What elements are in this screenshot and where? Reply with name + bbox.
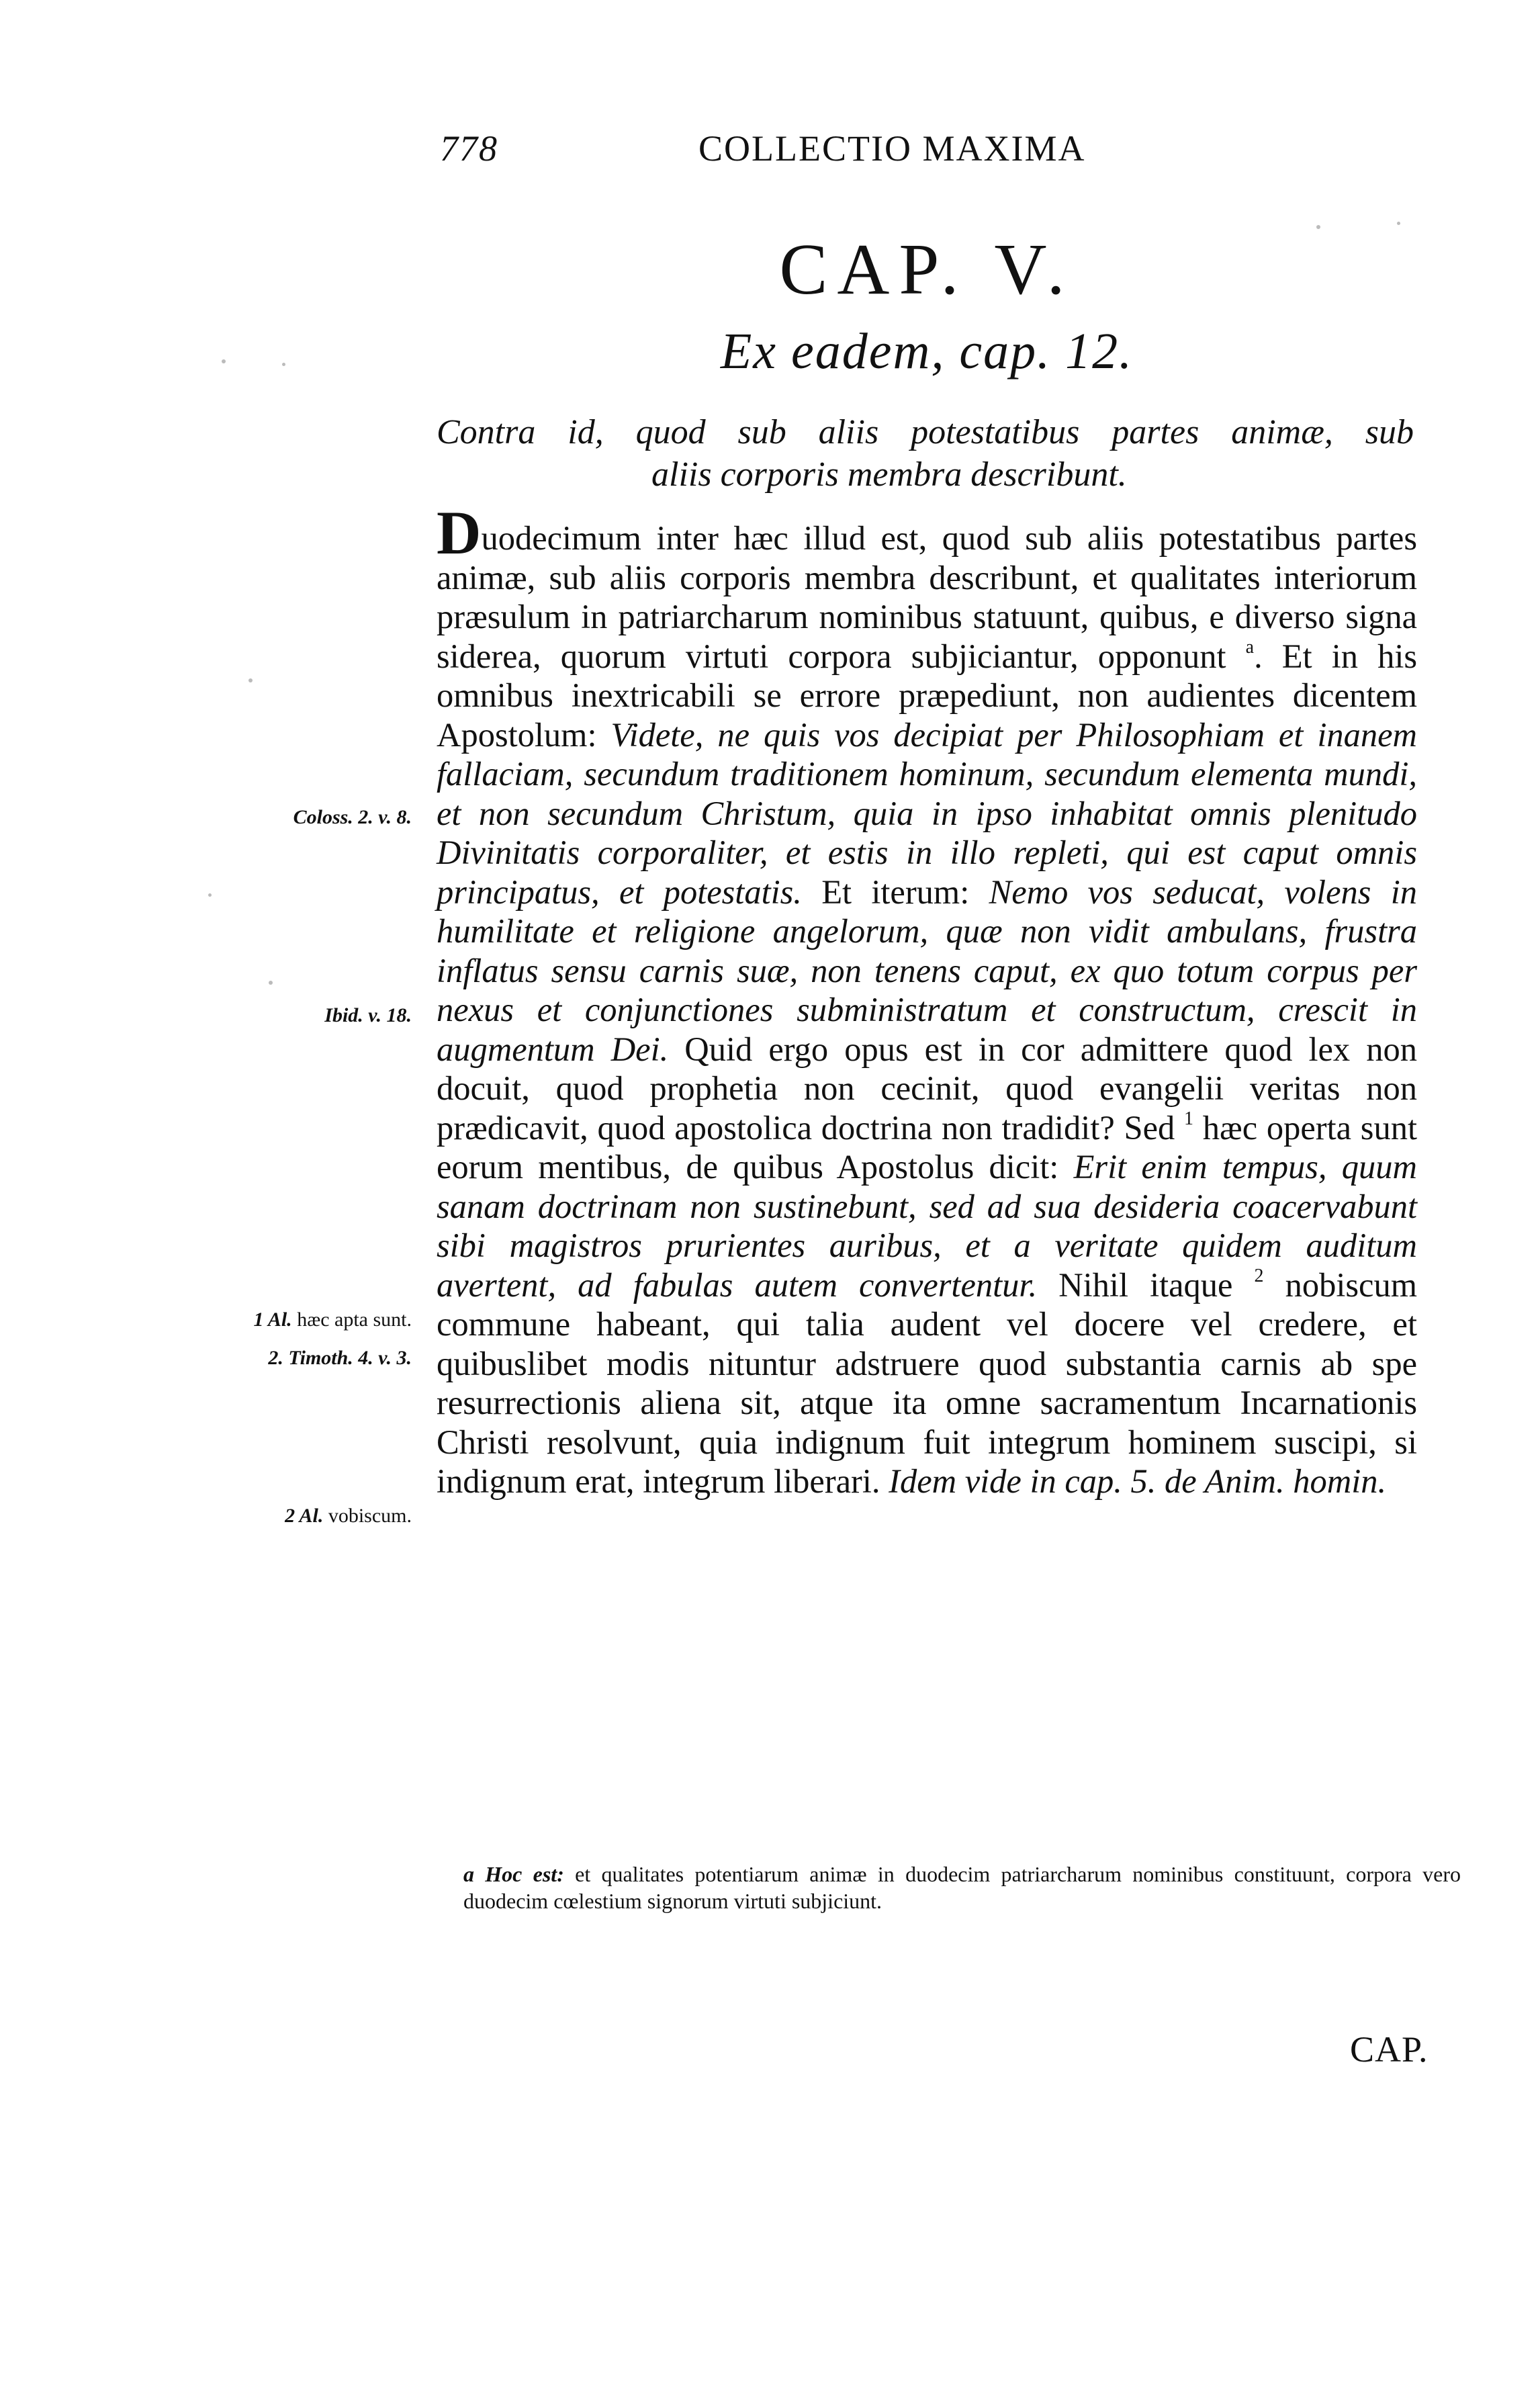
- footnote-label: a Hoc est:: [463, 1862, 564, 1886]
- running-header: [440, 128, 1199, 181]
- chapter-heading: CAP. V.: [779, 230, 1075, 310]
- summary-line-2: aliis corporis membra describunt.: [651, 455, 1127, 494]
- body-segment: nobiscum commune habeant, qui talia audent vel docere vel credere, et quibuslibet modis nituntur adstruere quod substantia carnis ab spe resurrectionis aliena sit, atque ita omne sacramentum Incarnationis Christi resolvunt, quia indignum fuit integrum hominem suscipi, si indignum erat, integrum liberari.: [437, 1266, 1418, 1500]
- body-segment: Nihil itaque: [1037, 1266, 1255, 1304]
- paper-speck: [208, 893, 212, 897]
- cross-reference: Idem vide in cap. 5. de Anim. homin.: [889, 1462, 1387, 1500]
- body-segment: . Et in his omnibus inextricabili se errore præpediunt, non audientes dicentem Apostolum:: [437, 637, 1418, 754]
- variant-marker-1: 1: [1184, 1108, 1194, 1129]
- footnote-marker-a: a: [1245, 636, 1255, 658]
- paper-speck: [222, 359, 226, 363]
- body-text: [437, 498, 1418, 1501]
- page-number: 778: [440, 128, 498, 169]
- drop-cap: D: [437, 498, 482, 567]
- margin-note-coloss: Coloss. 2. v. 8.: [293, 806, 412, 828]
- body-segment: Quid ergo opus est in cor admittere quod lex non docuit, quod prophetia non cecinit, quod evangelii veritas non prædicavit, quod apostolica doctrina non tradidit? Sed: [437, 1030, 1417, 1147]
- body-segment: uodecimum inter hæc illud est, quod sub aliis potestatibus partes animæ, sub aliis corporis membra describunt, et qualitates interiorum præsulum in patriarcharum nominibus statuunt, quibus, e diverso signa siderea, quorum virtuti corpora subjiciantur, opponunt: [437, 519, 1417, 675]
- quotation-colossians: Videte, ne quis vos decipiat per Philosophiam et inanem fallaciam, secundum traditionem hominum, secundum elementa mundi, et non secundum Christum, quia in ipso inhabitat omnis plenitudo Divinitatis corporaliter, et estis in illo repleti, qui est caput omnis principatus, et potestatis.: [437, 715, 1418, 911]
- footnote-text: et qualitates potentiarum animæ in duodecim patriarcharum nominibus constituunt, corpora vero duodecim cœlestium signorum virtuti subjiciunt.: [463, 1862, 1461, 1913]
- body-segment: hæc operta sunt eorum mentibus, de quibus Apostolus dicit:: [437, 1108, 1417, 1186]
- chapter-source: Ex eadem, cap. 12.: [720, 323, 1134, 380]
- paper-speck: [1397, 222, 1400, 225]
- running-title: COLLECTIO MAXIMA: [698, 128, 1086, 169]
- margin-note-variant-1: 1 Al. hæc apta sunt.: [253, 1308, 412, 1331]
- margin-note-variant-2: 2 Al. vobiscum.: [285, 1505, 412, 1527]
- paper-speck: [269, 981, 273, 985]
- footnote-a: [463, 1861, 1461, 1914]
- margin-note-timoth: 2. Timoth. 4. v. 3.: [268, 1347, 412, 1369]
- paper-speck: [248, 678, 253, 682]
- paper-speck: [1316, 225, 1320, 229]
- catchword: CAP.: [1350, 2029, 1429, 2070]
- quotation-colossians-2: Nemo vos seducat, volens in humilitate et religione angelorum, quæ non vidit ambulans, frustra inflatus sensu carnis suæ, non tenens caput, ex quo totum corpus per nexus et conjunctiones subministratum et constructum, crescit in augmentum Dei.: [437, 873, 1417, 1068]
- variant-marker-2: 2: [1254, 1265, 1264, 1286]
- quotation-timothy: Erit enim tempus, quum sanam doctrinam non sustinebunt, sed ad sua desideria coacervabunt sibi magistros prurientes auribus, et a veritate quidem auditum avertent, ad fabulas autem convertentur.: [437, 1148, 1417, 1304]
- body-segment: Et iterum:: [801, 873, 989, 911]
- summary-line-1: Contra id, quod sub aliis potestatibus partes animæ, sub: [437, 413, 1414, 451]
- paper-speck: [282, 363, 285, 366]
- margin-note-ibid: Ibid. v. 18.: [324, 1004, 412, 1026]
- chapter-summary: [437, 411, 1414, 496]
